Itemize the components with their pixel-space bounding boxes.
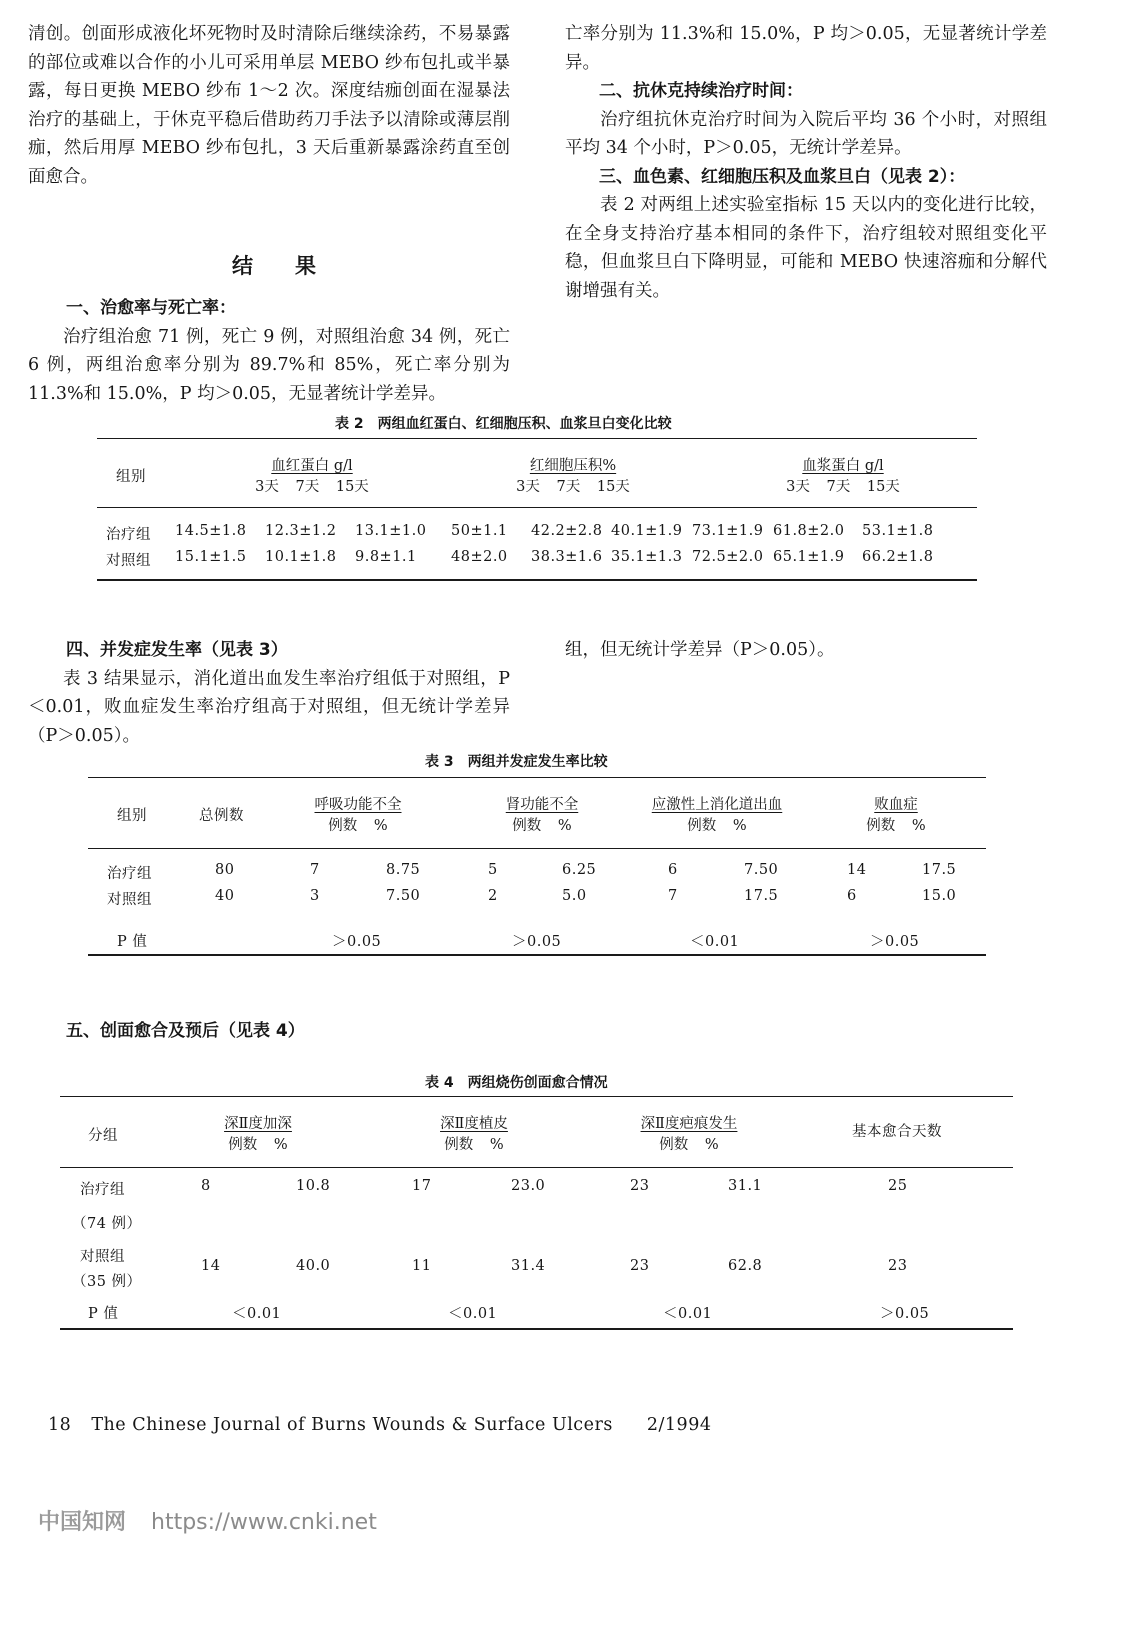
table3-group-name: 败血症	[874, 797, 918, 813]
table4-group-subheaders	[399, 1133, 549, 1154]
table4-subheader: 例数	[444, 1137, 474, 1153]
section1-heading: 一、治愈率与死亡率：	[66, 298, 236, 318]
table2-subheader: 15天	[866, 479, 900, 495]
table4-cell: 14	[201, 1258, 221, 1274]
table2-cell: 15.1±1.5	[175, 549, 247, 565]
table2-cell: 42.2±2.8	[531, 523, 603, 539]
table4-cell: 25	[888, 1178, 908, 1194]
table3-group-subheaders	[821, 814, 971, 835]
table3-caption: 表 3 两组并发症发生率比较	[425, 754, 608, 770]
section1-text: 治疗组治愈 71 例，死亡 9 例，对照组治愈 34 例，死亡 6 例，两组治愈率分别为 89.7%和 85%，死亡率分别为 11.3%和 15.0%，P 均＞0.05，无显著统计学差异。	[28, 326, 510, 404]
table3-cell: 7.50	[744, 862, 779, 878]
table2-group-name: 红细胞压积%	[529, 458, 617, 474]
table2-subheader: 15天	[335, 479, 369, 495]
table3-header-rule	[88, 848, 986, 849]
results-title: 结果	[232, 254, 358, 278]
table4-p-value: ＜0.01	[448, 1306, 498, 1322]
table3-subheader: %	[732, 818, 747, 834]
table4-cell: 23	[888, 1258, 908, 1274]
table4-last-header: 基本愈合天数	[852, 1124, 942, 1140]
table3-p-value: ＜0.01	[690, 934, 740, 950]
table2-cell: 12.3±1.2	[265, 523, 337, 539]
table4-subheader: %	[273, 1137, 288, 1153]
table3-cell: 5	[488, 862, 498, 878]
table4-p-value: ＞0.05	[880, 1306, 930, 1322]
table2-cell: 72.5±2.0	[692, 549, 764, 565]
table2-group-header	[473, 454, 673, 496]
section5-heading: 五、创面愈合及预后（见表 4）	[66, 1021, 305, 1041]
table3-cell: 7	[310, 862, 320, 878]
table3-cell: 17.5	[922, 862, 957, 878]
table3-cell: 2	[488, 888, 498, 904]
table4-subheader: %	[489, 1137, 504, 1153]
table3-group-header	[467, 793, 617, 835]
section2-heading: 二、抗休克持续治疗时间：	[599, 81, 803, 101]
section4-heading: 四、并发症发生率（见表 3）	[66, 640, 288, 660]
section1-text-continued: 亡率分别为 11.3%和 15.0%，P 均＞0.05，无显著统计学差异。	[565, 24, 1047, 73]
table3-cell: 6	[847, 888, 857, 904]
table2-cell: 9.8±1.1	[355, 549, 417, 565]
table2-cell: 38.3±1.6	[531, 549, 603, 565]
table4-cell: 40.0	[296, 1258, 331, 1274]
table2-cell: 65.1±1.9	[773, 549, 845, 565]
table4-caption: 表 4 两组烧伤创面愈合情况	[425, 1075, 608, 1091]
table4-cell: 17	[412, 1178, 432, 1194]
table4-cell: 23	[630, 1258, 650, 1274]
table3-group-subheaders	[612, 814, 822, 835]
table4-p-value: ＜0.01	[663, 1306, 713, 1322]
table4-subheader: 例数	[228, 1137, 258, 1153]
table3-cell: 80	[215, 862, 235, 878]
table3-cell: 14	[847, 862, 867, 878]
table2-cell: 66.2±1.8	[862, 549, 934, 565]
table2-cell: 73.1±1.9	[692, 523, 764, 539]
table4-row-label: 对照组	[80, 1249, 125, 1265]
table2-subheader: 7天	[826, 479, 851, 495]
table3-row-label: 治疗组	[107, 866, 152, 882]
table4-group-name: 深Ⅱ度加深	[224, 1116, 292, 1132]
table4-bottom-rule	[60, 1328, 1013, 1330]
table2-subheader: 15天	[596, 479, 630, 495]
table2-subheader: 3天	[255, 479, 279, 495]
table4-row-sublabel: （74 例）	[72, 1216, 142, 1232]
section5	[28, 1017, 510, 1046]
table2-group-subheaders	[212, 475, 412, 496]
table3-total-header: 总例数	[199, 808, 244, 824]
table4-cell: 62.8	[728, 1258, 763, 1274]
table4-subheader: 例数	[659, 1137, 689, 1153]
table3-group-header	[821, 793, 971, 835]
table4-p-label: P 值	[88, 1306, 119, 1322]
table4-cell: 10.8	[296, 1178, 331, 1194]
table4-cell: 23	[630, 1178, 650, 1194]
table4-cell: 31.1	[728, 1178, 763, 1194]
table2-group-header: 组别	[116, 469, 146, 485]
table4-group-header	[183, 1112, 333, 1154]
table3-group-header	[283, 793, 433, 835]
table4-subheader: %	[704, 1137, 719, 1153]
table2-group-subheaders	[473, 475, 673, 496]
table2-caption: 表 2 两组血红蛋白、红细胞压积、血浆旦白变化比较	[335, 416, 672, 432]
table3-p-value: ＞0.05	[512, 934, 562, 950]
table3-group-header	[612, 793, 822, 835]
table2-cell: 35.1±1.3	[611, 549, 683, 565]
table3-p-label: P 值	[117, 934, 148, 950]
table2-row-label: 治疗组	[106, 527, 151, 543]
table3-cell: 8.75	[386, 862, 421, 878]
table2-subheader: 3天	[516, 479, 540, 495]
table3-cell: 15.0	[922, 888, 957, 904]
table3-subheader: %	[911, 818, 926, 834]
table4-top-rule	[60, 1096, 1013, 1097]
table4-group-header: 分组	[88, 1128, 118, 1144]
table2-group-header	[743, 454, 943, 496]
cnki-url: https://www.cnki.net	[151, 1510, 377, 1535]
table4-cell: 31.4	[511, 1258, 546, 1274]
table3-cell: 6	[668, 862, 678, 878]
table3-subheader: 例数	[328, 818, 358, 834]
table3-top-rule	[88, 777, 986, 778]
table2-subheader: 3天	[786, 479, 810, 495]
table3-row-label: 对照组	[107, 892, 152, 908]
section4-text-continued: 组，但无统计学差异（P＞0.05）。	[565, 640, 835, 660]
table2-cell: 40.1±1.9	[611, 523, 683, 539]
table3-group-subheaders	[283, 814, 433, 835]
table3-group-name: 呼吸功能不全	[314, 797, 402, 813]
table4-p-value: ＜0.01	[232, 1306, 282, 1322]
table3-cell: 17.5	[744, 888, 779, 904]
section3-text: 表 2 对两组上述实验室指标 15 天以内的变化进行比较，在全身支持治疗基本相同的条件下，治疗组较对照组变化平稳，但血浆旦白下降明显，可能和 MEBO 快速溶痂和分解代谢增强有关。	[565, 195, 1047, 301]
table3-subheader: 例数	[687, 818, 717, 834]
left-column-top	[28, 20, 510, 191]
cnki-watermark	[38, 1505, 377, 1536]
table2-cell: 61.8±2.0	[773, 523, 845, 539]
table3-subheader: %	[557, 818, 572, 834]
journal-issue: 2/1994	[646, 1415, 712, 1435]
table2-cell: 53.1±1.8	[862, 523, 934, 539]
section2-text: 治疗组抗休克治疗时间为入院后平均 36 个小时，对照组平均 34 个小时，P＞0.05，无统计学差异。	[565, 109, 1047, 158]
table2-cell: 48±2.0	[451, 549, 508, 565]
table4-group-subheaders	[183, 1133, 333, 1154]
section4-text: 表 3 结果显示，消化道出血发生率治疗组低于对照组，P＜0.01，败血症发生率治疗组高于对照组，但无统计学差异（P＞0.05）。	[28, 668, 510, 746]
table3-group-header: 组别	[117, 808, 147, 824]
table2-subheader: 7天	[556, 479, 581, 495]
table2-header-rule	[97, 507, 977, 508]
table3-group-name: 肾功能不全	[505, 797, 579, 813]
table4-group-header	[599, 1112, 779, 1154]
intro-paragraph: 清创。创面形成液化坏死物时及时清除后继续涂药，不易暴露的部位或难以合作的小儿可采用单层 MEBO 纱布包扎或半暴露，每日更换 MEBO 纱布 1～2 次。深度结痂创面在湿暴法治疗的基础上，于休克平稳后借助药刀手法予以清除或薄层削痂，然后用厚 MEBO 纱布包扎，3 天后重新暴露涂药直至创面愈合。	[28, 24, 510, 187]
table3-cell: 40	[215, 888, 235, 904]
table2-bottom-rule	[97, 579, 977, 581]
table4-group-subheaders	[599, 1133, 779, 1154]
table4-cell: 11	[412, 1258, 432, 1274]
page-footer	[48, 1415, 711, 1435]
right-column-top	[565, 20, 1047, 305]
table3-cell: 3	[310, 888, 320, 904]
table2-group-name: 血红蛋白 g/l	[271, 458, 353, 474]
table2-top-rule	[97, 438, 977, 439]
table3-cell: 5.0	[562, 888, 587, 904]
table3-group-name: 应激性上消化道出血	[651, 797, 783, 813]
table4-row-sublabel: （35 例）	[72, 1274, 142, 1290]
table2-group-header	[212, 454, 412, 496]
page-number: 18	[48, 1415, 72, 1435]
table4-group-name: 深Ⅱ度植皮	[440, 1116, 508, 1132]
table3-p-value: ＞0.05	[332, 934, 382, 950]
table4-header-rule	[60, 1167, 1013, 1168]
table3-cell: 7.50	[386, 888, 421, 904]
table4-cell: 23.0	[511, 1178, 546, 1194]
table4-group-name: 深Ⅱ度疤痕发生	[640, 1116, 738, 1132]
left-column-sec1	[28, 294, 510, 404]
section4-right	[565, 636, 1047, 665]
journal-name: The Chinese Journal of Burns Wounds & Surface Ulcers	[91, 1415, 613, 1435]
table3-p-value: ＞0.05	[870, 934, 920, 950]
table2-cell: 13.1±1.0	[355, 523, 427, 539]
table2-cell: 50±1.1	[451, 523, 508, 539]
table3-bottom-rule	[88, 954, 986, 956]
table3-subheader: 例数	[512, 818, 542, 834]
table3-subheader: 例数	[866, 818, 896, 834]
table2-row-label: 对照组	[106, 553, 151, 569]
table4-row-label: 治疗组	[80, 1182, 125, 1198]
table2-cell: 10.1±1.8	[265, 549, 337, 565]
table2-subheader: 7天	[295, 479, 320, 495]
section4-left	[28, 636, 510, 746]
table2-group-subheaders	[743, 475, 943, 496]
table4-cell: 8	[201, 1178, 211, 1194]
table2-group-name: 血浆蛋白 g/l	[802, 458, 884, 474]
cnki-site-name: 中国知网	[38, 1510, 127, 1535]
table4-group-header	[399, 1112, 549, 1154]
table3-subheader: %	[373, 818, 388, 834]
table3-cell: 6.25	[562, 862, 597, 878]
section3-heading: 三、血色素、红细胞压积及血浆旦白（见表 2）：	[599, 166, 966, 187]
table2-cell: 14.5±1.8	[175, 523, 247, 539]
table3-group-subheaders	[467, 814, 617, 835]
table3-cell: 7	[668, 888, 678, 904]
